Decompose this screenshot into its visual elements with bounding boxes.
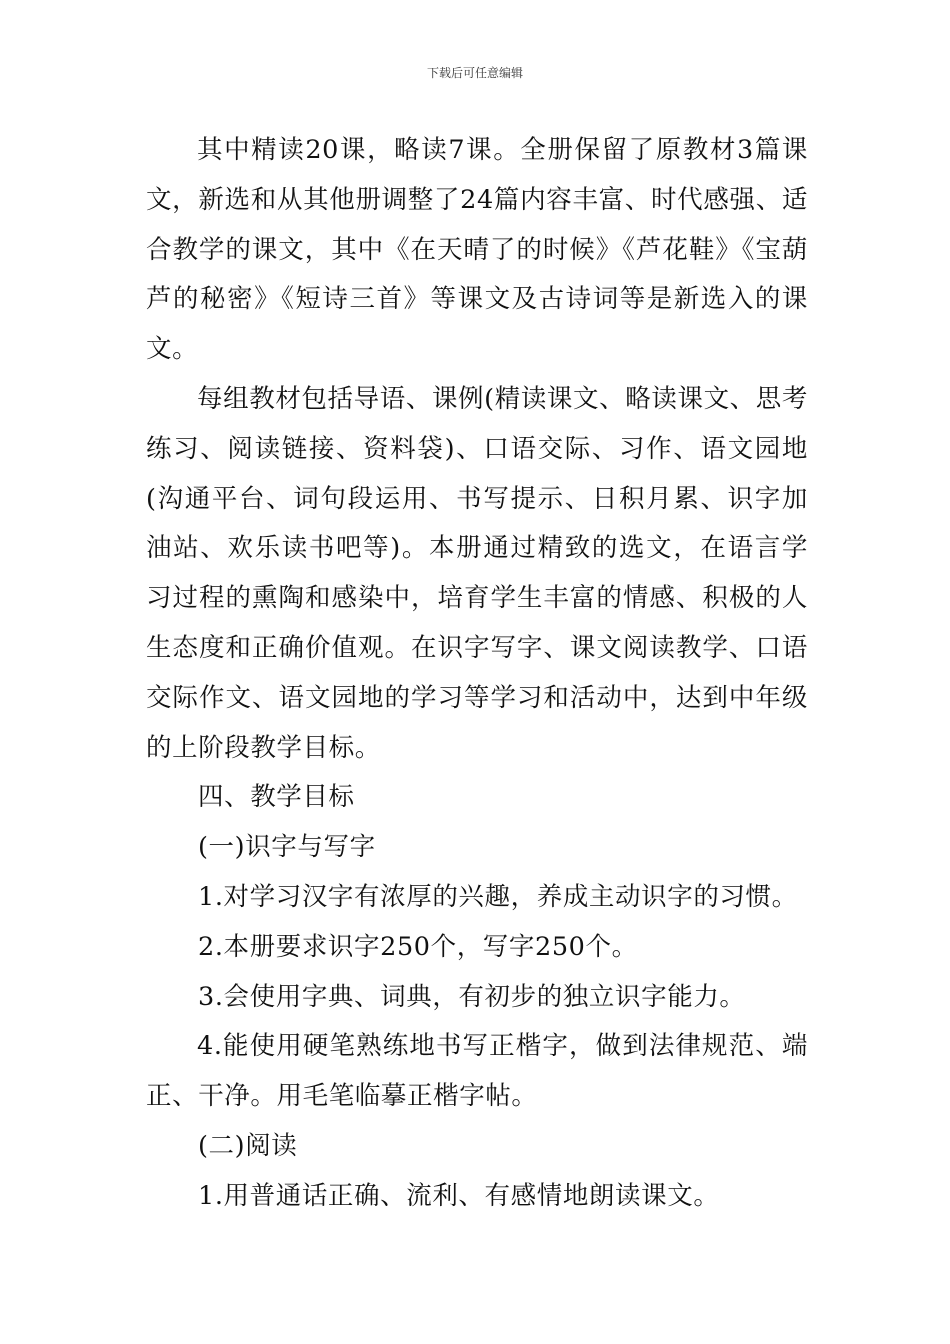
- list-item-2: 2.本册要求识字250个，写字250个。: [198, 931, 638, 962]
- list-item-3: 3.会使用字典、词典，有初步的独立识字能力。: [198, 981, 746, 1012]
- paragraph-lessons-overview: 其中精读20课，略读7课。全册保留了原教材3篇课文，新选和从其他册调整了24篇内容丰富、时代感强、适合教学的课文，其中《在天晴了的时候》《芦花鞋》《宝葫芦的秘密》《短诗三首》等课文及古诗词等是新选入的课文。: [146, 135, 808, 365]
- document-body: [146, 126, 808, 1222]
- section-heading-teaching-goals: 四、教学目标: [198, 782, 355, 813]
- list-item-4: 4.能使用硬笔熟练地书写正楷字，做到法律规范、端正、干净。用毛笔临摹正楷字帖。: [146, 1031, 808, 1112]
- list-item-reading-1: 1.用普通话正确、流利、有感情地朗读课文。: [198, 1180, 720, 1211]
- list-item-1: 1.对学习汉字有浓厚的兴趣，养成主动识字的习惯。: [198, 881, 798, 912]
- page-header: 下载后可任意编辑: [426, 66, 523, 80]
- paragraph-textbook-structure: 每组教材包括导语、课例(精读课文、略读课文、思考练习、阅读链接、资料袋)、口语交际、习作、语文园地(沟通平台、词句段运用、书写提示、日积月累、识字加油站、欢乐读书吧等)。本册通过精致的选文，在语言学习过程的熏陶和感染中，培育学生丰富的情感、积极的人生态度和正确价值观。在识字写字、课文阅读教学、口语交际作文、语文园地的学习等学习和活动中，达到中年级的上阶段教学目标。: [146, 383, 808, 763]
- subheading-literacy-writing: (一)识字与写字: [198, 832, 376, 863]
- subheading-reading: (二)阅读: [198, 1130, 298, 1161]
